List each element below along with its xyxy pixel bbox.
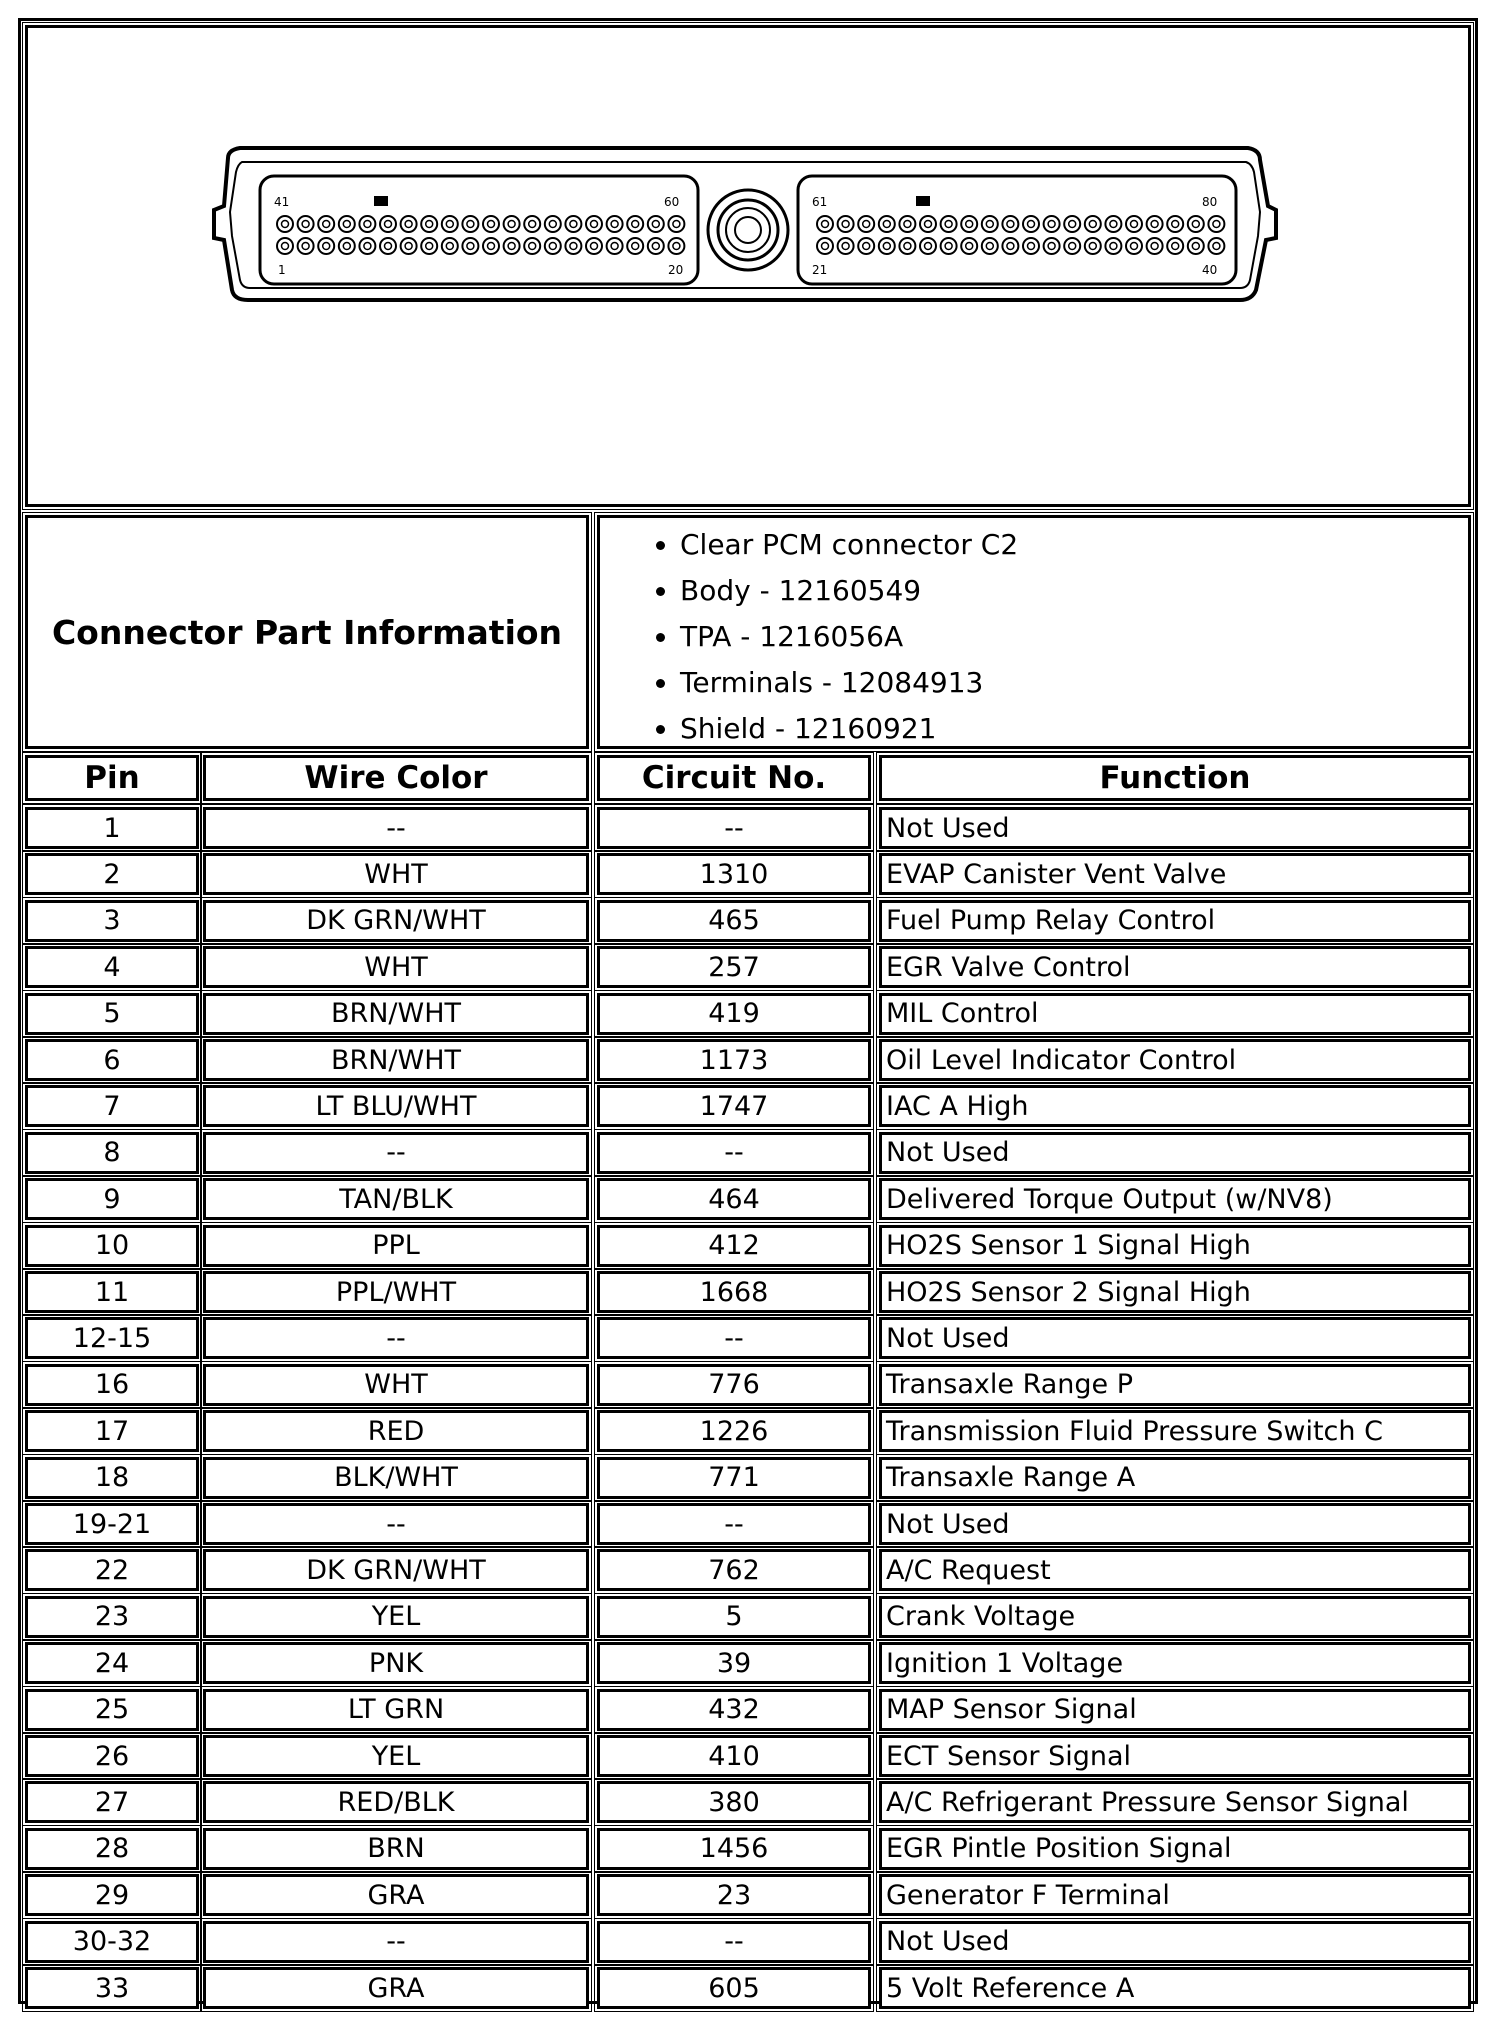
function-cell: Not Used (879, 807, 1471, 849)
circuit-no-cell: 465 (597, 900, 871, 942)
pin-socket-core (1089, 243, 1096, 250)
pin-socket-core (1172, 243, 1179, 250)
info-item: • Terminals - 12084913 (680, 660, 1468, 706)
pin-socket (1126, 238, 1142, 254)
pin-socket (1167, 216, 1183, 232)
pin-socket (899, 238, 915, 254)
pin-socket-core (1213, 221, 1220, 228)
pin-socket (668, 216, 684, 232)
right-pin-row-top (817, 216, 1224, 232)
pin-label-20: 20 (668, 263, 684, 277)
pin-socket (1064, 238, 1080, 254)
pin-socket (858, 216, 874, 232)
pin-socket (298, 238, 314, 254)
pin-socket (627, 238, 643, 254)
pin-socket (668, 238, 684, 254)
right-key (916, 196, 930, 206)
function-cell: Not Used (879, 1317, 1471, 1359)
pin-socket (920, 238, 936, 254)
wire-color-cell: BRN/WHT (203, 1039, 589, 1081)
function-cell: MIL Control (879, 993, 1471, 1035)
function-cell: Transaxle Range A (879, 1457, 1471, 1499)
connector-diagram (28, 28, 1468, 504)
pin-socket (838, 216, 854, 232)
pin-socket (277, 238, 293, 254)
pin-cell: 10 (25, 1225, 199, 1267)
pin-socket-core (673, 221, 680, 228)
pin-socket (339, 238, 355, 254)
pin-cell: 23 (25, 1596, 199, 1638)
pin-socket-core (632, 243, 639, 250)
pin-cell: 5 (25, 993, 199, 1035)
pin-socket (442, 216, 458, 232)
function-cell: Fuel Pump Relay Control (879, 900, 1471, 942)
pin-label-60: 60 (664, 195, 680, 209)
pin-socket (380, 238, 396, 254)
pin-socket-core (488, 243, 495, 250)
wire-color-cell: RED/BLK (203, 1781, 589, 1823)
pin-socket (1085, 216, 1101, 232)
pin-socket-core (1028, 221, 1035, 228)
pin-socket-core (966, 243, 973, 250)
pin-cell: 3 (25, 900, 199, 942)
pin-socket (941, 238, 957, 254)
pin-socket-core (883, 221, 890, 228)
document-frame (18, 18, 1478, 2004)
pin-socket (442, 238, 458, 254)
center-screw-icon (708, 190, 788, 270)
pin-cell: 1 (25, 807, 199, 849)
pin-socket (277, 216, 293, 232)
pin-socket (817, 238, 833, 254)
pin-socket-core (385, 221, 392, 228)
pin-socket (1085, 238, 1101, 254)
pin-socket-core (925, 243, 932, 250)
pin-cell: 26 (25, 1735, 199, 1777)
pin-cell: 12-15 (25, 1317, 199, 1359)
circuit-no-cell: 257 (597, 946, 871, 988)
pin-socket-core (904, 243, 911, 250)
wire-color-cell: -- (203, 1317, 589, 1359)
wire-color-cell: WHT (203, 1364, 589, 1406)
header-function: Function (879, 755, 1471, 801)
function-cell: IAC A High (879, 1085, 1471, 1127)
pin-socket (1126, 216, 1142, 232)
wire-color-cell: BRN (203, 1828, 589, 1870)
pin-cell: 9 (25, 1178, 199, 1220)
pin-cell: 11 (25, 1271, 199, 1313)
connector-info-label-cell (25, 515, 589, 749)
right-pin-row-bottom (817, 238, 1224, 254)
connector-info-list (600, 518, 1468, 752)
pin-socket-core (1028, 243, 1035, 250)
pin-socket (380, 216, 396, 232)
pin-socket-core (945, 221, 952, 228)
pin-socket-core (446, 243, 453, 250)
pin-socket-core (282, 243, 289, 250)
left-pin-block (260, 176, 698, 284)
pin-socket-core (1192, 243, 1199, 250)
circuit-no-cell: 419 (597, 993, 871, 1035)
wire-color-cell: PPL/WHT (203, 1271, 589, 1313)
wire-color-cell: GRA (203, 1967, 589, 2009)
pin-socket-core (302, 243, 309, 250)
pin-socket-core (842, 221, 849, 228)
function-cell: EGR Valve Control (879, 946, 1471, 988)
pin-cell: 6 (25, 1039, 199, 1081)
pin-socket-core (549, 221, 556, 228)
pin-socket-core (343, 243, 350, 250)
pin-socket-core (364, 221, 371, 228)
pin-socket (817, 216, 833, 232)
pin-socket-core (1007, 243, 1014, 250)
pin-socket (401, 238, 417, 254)
pin-socket-core (1007, 221, 1014, 228)
pin-socket-core (282, 221, 289, 228)
pin-socket-core (364, 243, 371, 250)
wire-color-cell: DK GRN/WHT (203, 900, 589, 942)
circuit-no-cell: 1668 (597, 1271, 871, 1313)
wire-color-cell: -- (203, 1503, 589, 1545)
pin-socket-core (1110, 221, 1117, 228)
pin-socket (339, 216, 355, 232)
pin-cell: 19-21 (25, 1503, 199, 1545)
circuit-no-cell: 380 (597, 1781, 871, 1823)
circuit-no-cell: 776 (597, 1364, 871, 1406)
pin-socket (1023, 238, 1039, 254)
pin-socket-core (986, 221, 993, 228)
pin-socket (1208, 216, 1224, 232)
pin-socket (504, 216, 520, 232)
pin-socket (421, 216, 437, 232)
circuit-no-cell: 1456 (597, 1828, 871, 1870)
pin-socket (359, 216, 375, 232)
pin-socket-core (863, 243, 870, 250)
wire-color-cell: TAN/BLK (203, 1178, 589, 1220)
pin-label-21: 21 (812, 263, 828, 277)
pin-socket-core (385, 243, 392, 250)
circuit-no-cell: 412 (597, 1225, 871, 1267)
pin-socket (421, 238, 437, 254)
pin-socket (1044, 216, 1060, 232)
pin-socket-core (904, 221, 911, 228)
function-cell: A/C Request (879, 1549, 1471, 1591)
wire-color-cell: YEL (203, 1735, 589, 1777)
function-cell: Not Used (879, 1921, 1471, 1963)
function-cell: Crank Voltage (879, 1596, 1471, 1638)
pin-socket (504, 238, 520, 254)
wire-color-cell: WHT (203, 946, 589, 988)
wire-color-cell: PPL (203, 1225, 589, 1267)
circuit-no-cell: 410 (597, 1735, 871, 1777)
pin-socket (648, 216, 664, 232)
circuit-no-cell: 1226 (597, 1410, 871, 1452)
function-cell: Not Used (879, 1503, 1471, 1545)
pin-socket (318, 216, 334, 232)
left-pin-row-top (277, 216, 684, 232)
pin-socket (1105, 238, 1121, 254)
pin-socket (1064, 216, 1080, 232)
wire-color-cell: -- (203, 807, 589, 849)
pin-socket-core (405, 221, 412, 228)
pin-socket-core (611, 243, 618, 250)
pin-socket-core (822, 243, 829, 250)
pin-socket-core (883, 243, 890, 250)
circuit-no-cell: 5 (597, 1596, 871, 1638)
pin-socket (941, 216, 957, 232)
connector-diagram-panel (25, 25, 1471, 507)
pin-socket-core (632, 221, 639, 228)
pin-socket (1105, 216, 1121, 232)
pin-socket (899, 216, 915, 232)
pin-socket (462, 216, 478, 232)
circuit-no-cell: 432 (597, 1689, 871, 1731)
pin-socket (483, 238, 499, 254)
pin-socket-core (446, 221, 453, 228)
pin-socket (1023, 216, 1039, 232)
pin-socket-core (529, 243, 536, 250)
function-cell: Generator F Terminal (879, 1874, 1471, 1916)
pin-socket (318, 238, 334, 254)
function-cell: 5 Volt Reference A (879, 1967, 1471, 2009)
wire-color-cell: LT BLU/WHT (203, 1085, 589, 1127)
function-cell: Transaxle Range P (879, 1364, 1471, 1406)
pin-socket (359, 238, 375, 254)
pin-socket-core (1131, 243, 1138, 250)
pin-label-61: 61 (812, 195, 828, 209)
circuit-no-cell: 23 (597, 1874, 871, 1916)
circuit-no-cell: 771 (597, 1457, 871, 1499)
circuit-no-cell: -- (597, 1921, 871, 1963)
pin-cell: 30-32 (25, 1921, 199, 1963)
function-cell: HO2S Sensor 1 Signal High (879, 1225, 1471, 1267)
pin-socket-core (1089, 221, 1096, 228)
pin-socket (858, 238, 874, 254)
pin-socket-core (570, 221, 577, 228)
pin-socket (483, 216, 499, 232)
info-item: • Shield - 12160921 (680, 706, 1468, 752)
pin-socket-core (1192, 221, 1199, 228)
pin-socket-core (323, 243, 330, 250)
circuit-no-cell: -- (597, 1132, 871, 1174)
pin-cell: 28 (25, 1828, 199, 1870)
pin-socket (298, 216, 314, 232)
pin-socket-core (863, 221, 870, 228)
circuit-no-cell: -- (597, 807, 871, 849)
wire-color-cell: DK GRN/WHT (203, 1549, 589, 1591)
pin-socket (545, 216, 561, 232)
circuit-no-cell: -- (597, 1317, 871, 1359)
pin-cell: 7 (25, 1085, 199, 1127)
pin-socket (961, 238, 977, 254)
pin-cell: 2 (25, 853, 199, 895)
pin-socket-core (323, 221, 330, 228)
pin-socket-core (343, 221, 350, 228)
pin-socket (607, 216, 623, 232)
pin-socket-core (1110, 243, 1117, 250)
pin-socket-core (426, 221, 433, 228)
pin-socket-core (652, 243, 659, 250)
circuit-no-cell: -- (597, 1503, 871, 1545)
pin-socket-core (405, 243, 412, 250)
pin-socket (961, 216, 977, 232)
function-cell: A/C Refrigerant Pressure Sensor Signal (879, 1781, 1471, 1823)
pin-cell: 29 (25, 1874, 199, 1916)
pin-socket-core (842, 243, 849, 250)
pin-cell: 22 (25, 1549, 199, 1591)
pin-socket (545, 238, 561, 254)
pin-socket-core (591, 243, 598, 250)
function-cell: Oil Level Indicator Control (879, 1039, 1471, 1081)
function-cell: EVAP Canister Vent Valve (879, 853, 1471, 895)
pin-cell: 4 (25, 946, 199, 988)
pin-socket (1147, 238, 1163, 254)
pin-label-1: 1 (278, 263, 286, 277)
wire-color-cell: WHT (203, 853, 589, 895)
pin-socket-core (302, 221, 309, 228)
pin-socket-core (986, 243, 993, 250)
pin-socket (607, 238, 623, 254)
pin-socket-core (1069, 221, 1076, 228)
pin-socket-core (1048, 243, 1055, 250)
pin-socket (1167, 238, 1183, 254)
pin-socket (524, 216, 540, 232)
pin-socket (586, 238, 602, 254)
pin-socket (838, 238, 854, 254)
pin-socket (565, 238, 581, 254)
function-cell: Ignition 1 Voltage (879, 1642, 1471, 1684)
pin-socket-core (945, 243, 952, 250)
pin-socket-core (1213, 243, 1220, 250)
pin-socket-core (529, 221, 536, 228)
pin-label-40: 40 (1202, 263, 1218, 277)
pin-cell: 16 (25, 1364, 199, 1406)
function-cell: Delivered Torque Output (w/NV8) (879, 1178, 1471, 1220)
connector-info-list-cell (597, 515, 1471, 749)
pin-socket-core (1151, 221, 1158, 228)
circuit-no-cell: 762 (597, 1549, 871, 1591)
circuit-no-cell: 1747 (597, 1085, 871, 1127)
pin-socket-core (822, 221, 829, 228)
pin-socket (586, 216, 602, 232)
pin-socket (627, 216, 643, 232)
pin-socket-core (925, 221, 932, 228)
pin-label-80: 80 (1202, 195, 1218, 209)
circuit-no-cell: 39 (597, 1642, 871, 1684)
pin-socket (1002, 238, 1018, 254)
pin-socket (462, 238, 478, 254)
pin-socket-core (1172, 221, 1179, 228)
pin-cell: 18 (25, 1457, 199, 1499)
pin-socket-core (508, 243, 515, 250)
pin-socket-core (1069, 243, 1076, 250)
pin-socket-core (652, 221, 659, 228)
left-pin-row-bottom (277, 238, 684, 254)
pin-socket-core (1151, 243, 1158, 250)
function-cell: HO2S Sensor 2 Signal High (879, 1271, 1471, 1313)
function-cell: Transmission Fluid Pressure Switch C (879, 1410, 1471, 1452)
function-cell: ECT Sensor Signal (879, 1735, 1471, 1777)
wire-color-cell: LT GRN (203, 1689, 589, 1731)
info-item: • Clear PCM connector C2 (680, 522, 1468, 568)
circuit-no-cell: 464 (597, 1178, 871, 1220)
info-item: • Body - 12160549 (680, 568, 1468, 614)
pin-socket-core (549, 243, 556, 250)
left-key (374, 196, 388, 206)
pin-socket (879, 238, 895, 254)
pin-socket-core (426, 243, 433, 250)
pin-socket-core (1048, 221, 1055, 228)
pin-socket-core (488, 221, 495, 228)
pin-socket (524, 238, 540, 254)
wire-color-cell: YEL (203, 1596, 589, 1638)
pin-socket (1208, 238, 1224, 254)
pin-socket-core (570, 243, 577, 250)
pin-cell: 27 (25, 1781, 199, 1823)
circuit-no-cell: 1173 (597, 1039, 871, 1081)
pin-socket-core (508, 221, 515, 228)
pin-cell: 17 (25, 1410, 199, 1452)
header-circuit-no: Circuit No. (597, 755, 871, 801)
pin-socket (982, 216, 998, 232)
pin-socket-core (611, 221, 618, 228)
wire-color-cell: PNK (203, 1642, 589, 1684)
pin-socket (1002, 216, 1018, 232)
pin-cell: 8 (25, 1132, 199, 1174)
pin-socket (982, 238, 998, 254)
circuit-no-cell: 605 (597, 1967, 871, 2009)
pin-socket-core (1131, 221, 1138, 228)
pin-socket-core (673, 243, 680, 250)
wire-color-cell: BRN/WHT (203, 993, 589, 1035)
header-wire-color: Wire Color (203, 755, 589, 801)
pin-socket (648, 238, 664, 254)
pin-socket-core (966, 221, 973, 228)
pin-socket-core (467, 221, 474, 228)
wire-color-cell: -- (203, 1132, 589, 1174)
pin-socket (1044, 238, 1060, 254)
pin-socket (401, 216, 417, 232)
pin-socket (1188, 238, 1204, 254)
circuit-no-cell: 1310 (597, 853, 871, 895)
wire-color-cell: BLK/WHT (203, 1457, 589, 1499)
function-cell: Not Used (879, 1132, 1471, 1174)
pin-socket (1188, 216, 1204, 232)
pin-label-41: 41 (274, 195, 290, 209)
pin-cell: 25 (25, 1689, 199, 1731)
pin-socket (1147, 216, 1163, 232)
pin-socket (565, 216, 581, 232)
pin-cell: 24 (25, 1642, 199, 1684)
pin-socket (920, 216, 936, 232)
pin-cell: 33 (25, 1967, 199, 2009)
function-cell: MAP Sensor Signal (879, 1689, 1471, 1731)
connector-info-label: Connector Part Information (51, 612, 563, 652)
pin-socket (879, 216, 895, 232)
wire-color-cell: -- (203, 1921, 589, 1963)
pin-socket-core (467, 243, 474, 250)
wire-color-cell: RED (203, 1410, 589, 1452)
function-cell: EGR Pintle Position Signal (879, 1828, 1471, 1870)
info-item: • TPA - 1216056A (680, 614, 1468, 660)
wire-color-cell: GRA (203, 1874, 589, 1916)
pin-socket-core (591, 221, 598, 228)
header-pin: Pin (25, 755, 199, 801)
